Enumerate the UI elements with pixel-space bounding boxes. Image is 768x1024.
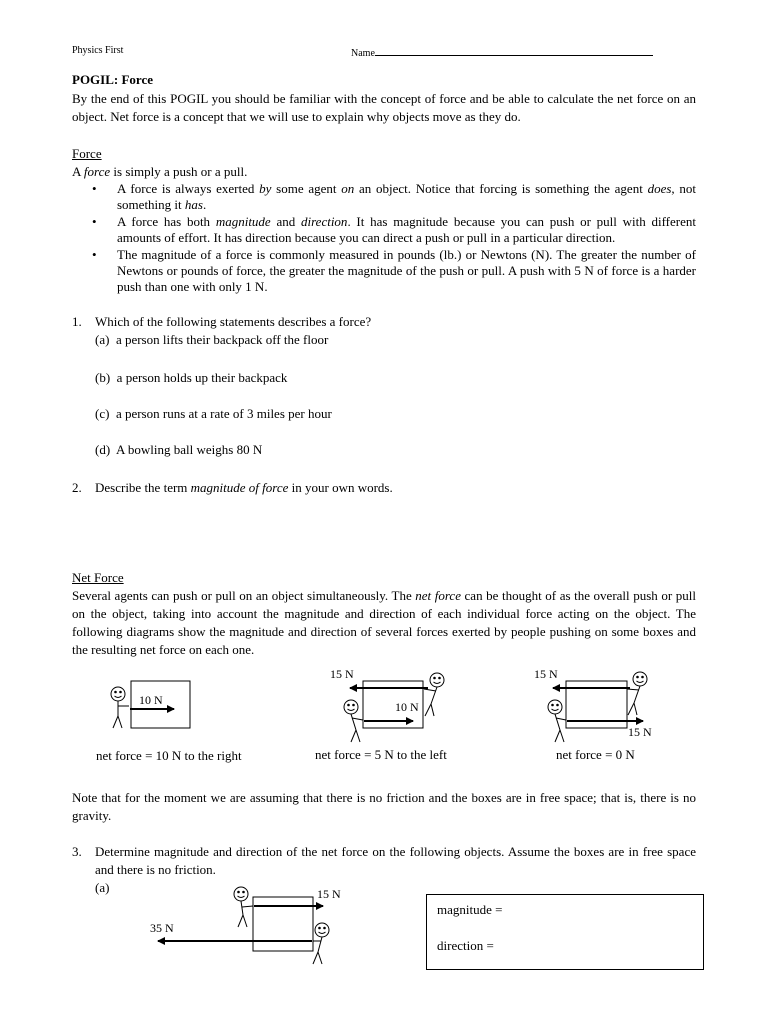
top-force-label: 15 N xyxy=(534,667,558,681)
bullet-agent: • A force is always exerted by some agent on an object. Notice that forcing is something the agent does, not something it has. xyxy=(72,181,696,213)
diagram-3 xyxy=(534,667,652,742)
force-bullets xyxy=(72,181,696,295)
q3a-answer-box[interactable] xyxy=(426,894,704,970)
stick-person-icon xyxy=(313,923,329,964)
q3-text: Determine magnitude and direction of the net force on the following objects. Assume the boxes are in free space and there is no friction. xyxy=(95,844,696,877)
stick-person-icon xyxy=(548,700,566,742)
q1-option-a[interactable]: (a) a person lifts their backpack off the floor xyxy=(95,332,329,347)
def-pre: A xyxy=(72,164,84,179)
force-heading: Force xyxy=(72,146,102,161)
def-em: force xyxy=(83,164,111,179)
name-line[interactable] xyxy=(375,45,653,56)
force-label: 10 N xyxy=(139,693,163,707)
page-title: POGIL: Force xyxy=(72,72,153,87)
assumption-note: Note that for the moment we are assuming that there is no friction and the boxes are in free space; that is, there is no gravity. xyxy=(72,790,696,823)
name-label: Name xyxy=(351,48,375,59)
stick-person-icon xyxy=(424,673,444,716)
stick-person-icon xyxy=(344,700,363,742)
course-name: Physics First xyxy=(72,45,124,56)
stick-person-icon xyxy=(234,887,253,927)
q1-number: 1. xyxy=(72,314,82,329)
force-definition xyxy=(72,163,247,180)
q1-option-b[interactable]: (b) a person holds up their backpack xyxy=(95,370,288,385)
q2-number: 2. xyxy=(72,480,82,495)
q1-option-c[interactable]: (c) a person runs at a rate of 3 miles per hour xyxy=(95,406,332,421)
diagram-1 xyxy=(111,681,190,728)
magnitude-label: magnitude = xyxy=(437,902,503,917)
diagram-1-caption: net force = 10 N to the right xyxy=(96,748,242,763)
diagram-2-caption: net force = 5 N to the left xyxy=(315,747,447,762)
q1-text: Which of the following statements describes a force? xyxy=(95,314,372,329)
stick-person-icon xyxy=(627,672,647,715)
q3a-diagram xyxy=(0,880,420,990)
bottom-force-label: 10 N xyxy=(395,700,419,714)
q3-number: 3. xyxy=(72,844,82,859)
diagram-3-caption: net force = 0 N xyxy=(556,747,635,762)
net-force-heading: Net Force xyxy=(72,570,124,585)
bottom-force-label: 15 N xyxy=(628,725,652,739)
q3a-label: (a) xyxy=(95,880,110,895)
q3a-top-label: 15 N xyxy=(317,887,341,901)
intro-paragraph: By the end of this POGIL you should be familiar with the concept of force and be able to calculate the net force on an object. Net force is a concept that we will use to explain why objects move as they do. xyxy=(72,91,696,124)
name-field xyxy=(351,45,653,59)
diagram-2 xyxy=(330,667,444,742)
q2-text: Describe the term magnitude of force in your own words. xyxy=(95,480,393,495)
net-force-paragraph: Several agents can push or pull on an object simultaneously. The net force can be thought of as the overall push or pull on the object, taking into account the magnitude and direction of each individual force acting on the object. The following diagrams show the magnitude and direction of several forces exerted by people pushing on some boxes and the resulting net force on each one. xyxy=(72,588,696,657)
q3a-bottom-label: 35 N xyxy=(150,921,174,935)
direction-label: direction = xyxy=(437,938,494,953)
bullet-units: • The magnitude of a force is commonly measured in pounds (lb.) or Newtons (N). The greater the number of Newtons or pounds of force, the greater the magnitude of the push or pull. A push with 5 N of force is a harder push than one with only 1 N. xyxy=(72,247,696,295)
q1-option-d[interactable]: (d) A bowling ball weighs 80 N xyxy=(95,442,263,457)
bullet-magnitude-direction: • A force has both magnitude and direction. It has magnitude because you can push or pull with different amounts of effort. It has direction because you can direct a push or pull in a particular direction. xyxy=(72,214,696,246)
top-force-label: 15 N xyxy=(330,667,354,681)
def-post: is simply a push or a pull. xyxy=(110,164,248,179)
stick-person-icon xyxy=(111,687,129,728)
